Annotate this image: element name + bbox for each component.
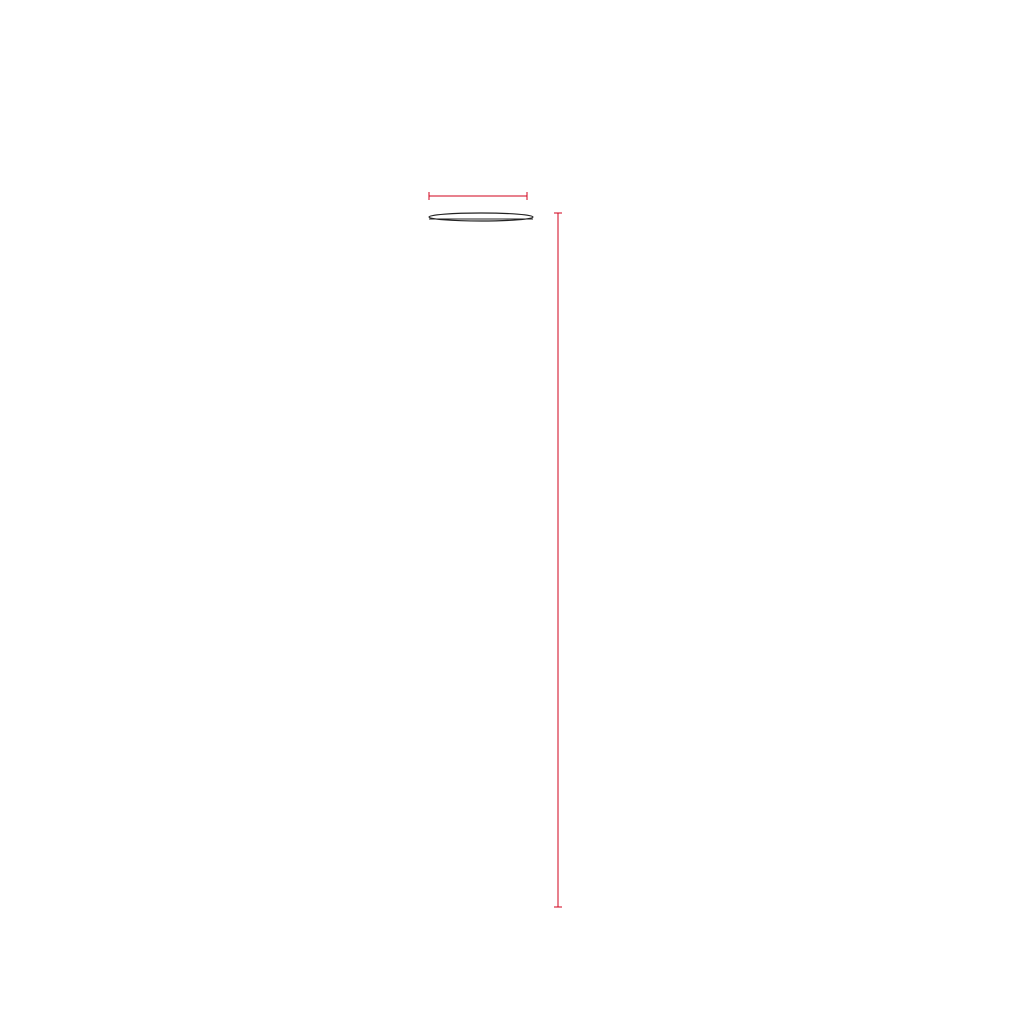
canopy — [429, 213, 533, 221]
width-dimension — [429, 192, 527, 200]
height-dimension — [554, 213, 562, 907]
